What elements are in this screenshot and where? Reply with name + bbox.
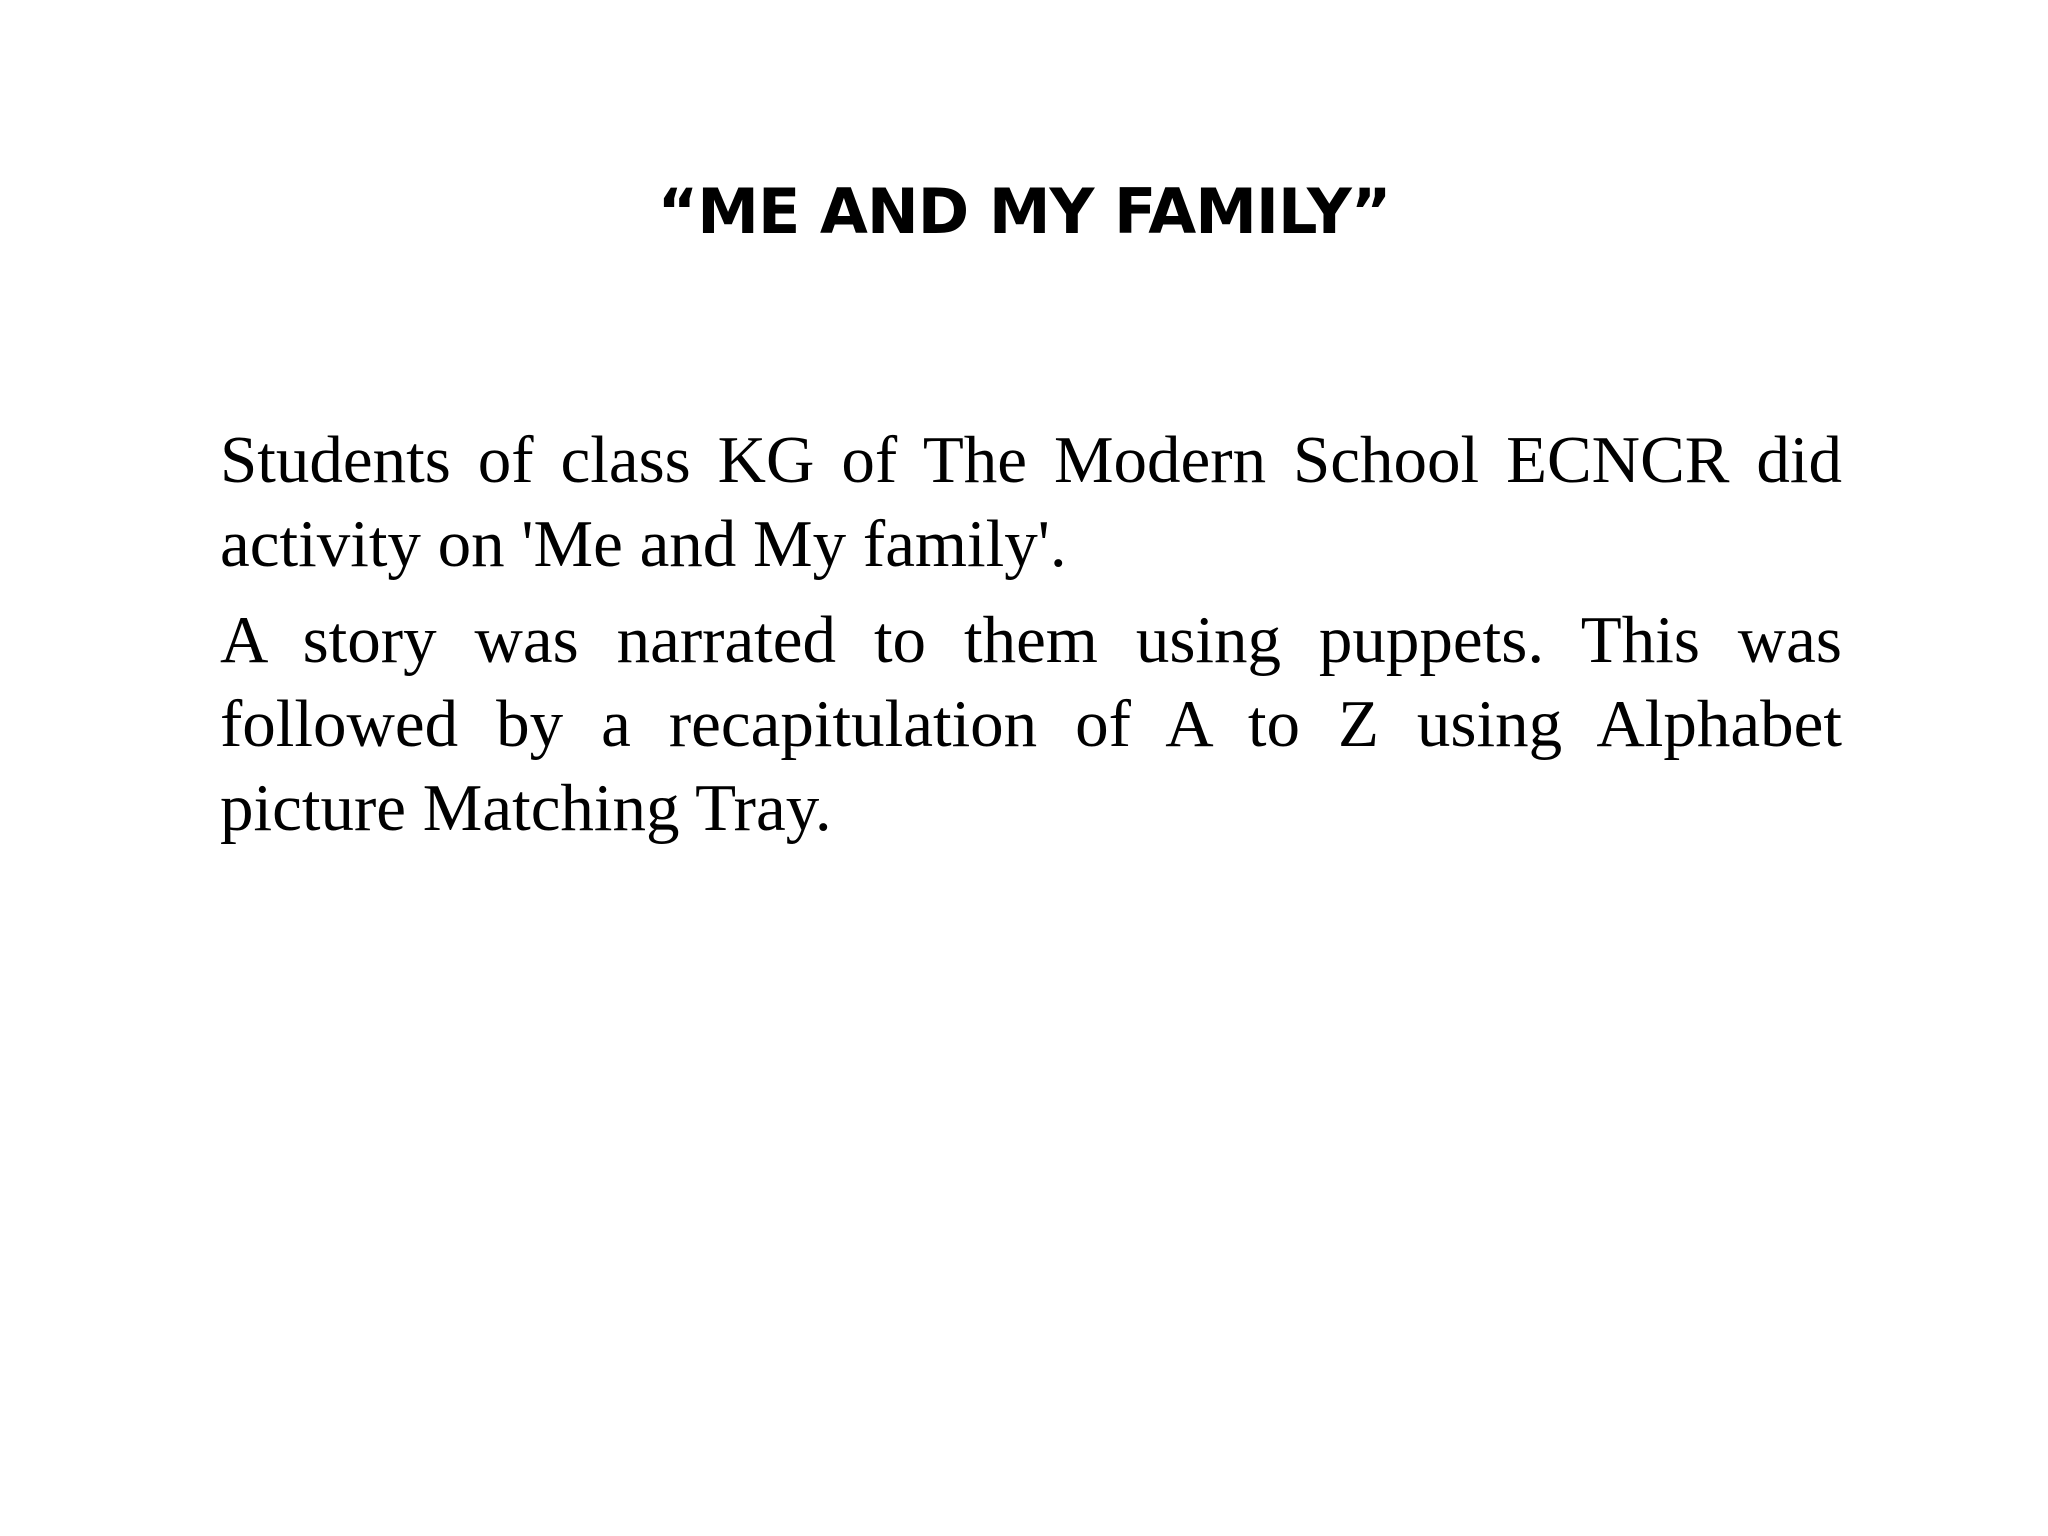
body-paragraph-2: A story was narrated to them using puppets. This was followed by a recapitulation of A to Z using Alphabet picture Matching Tray. (220, 603, 1842, 845)
slide-title: “ME AND MY FAMILY” (657, 175, 1391, 248)
body-paragraph-1: Students of class KG of The Modern School ECNCR did activity on 'Me and My family'. (220, 423, 1842, 581)
slide-body (220, 418, 1842, 862)
